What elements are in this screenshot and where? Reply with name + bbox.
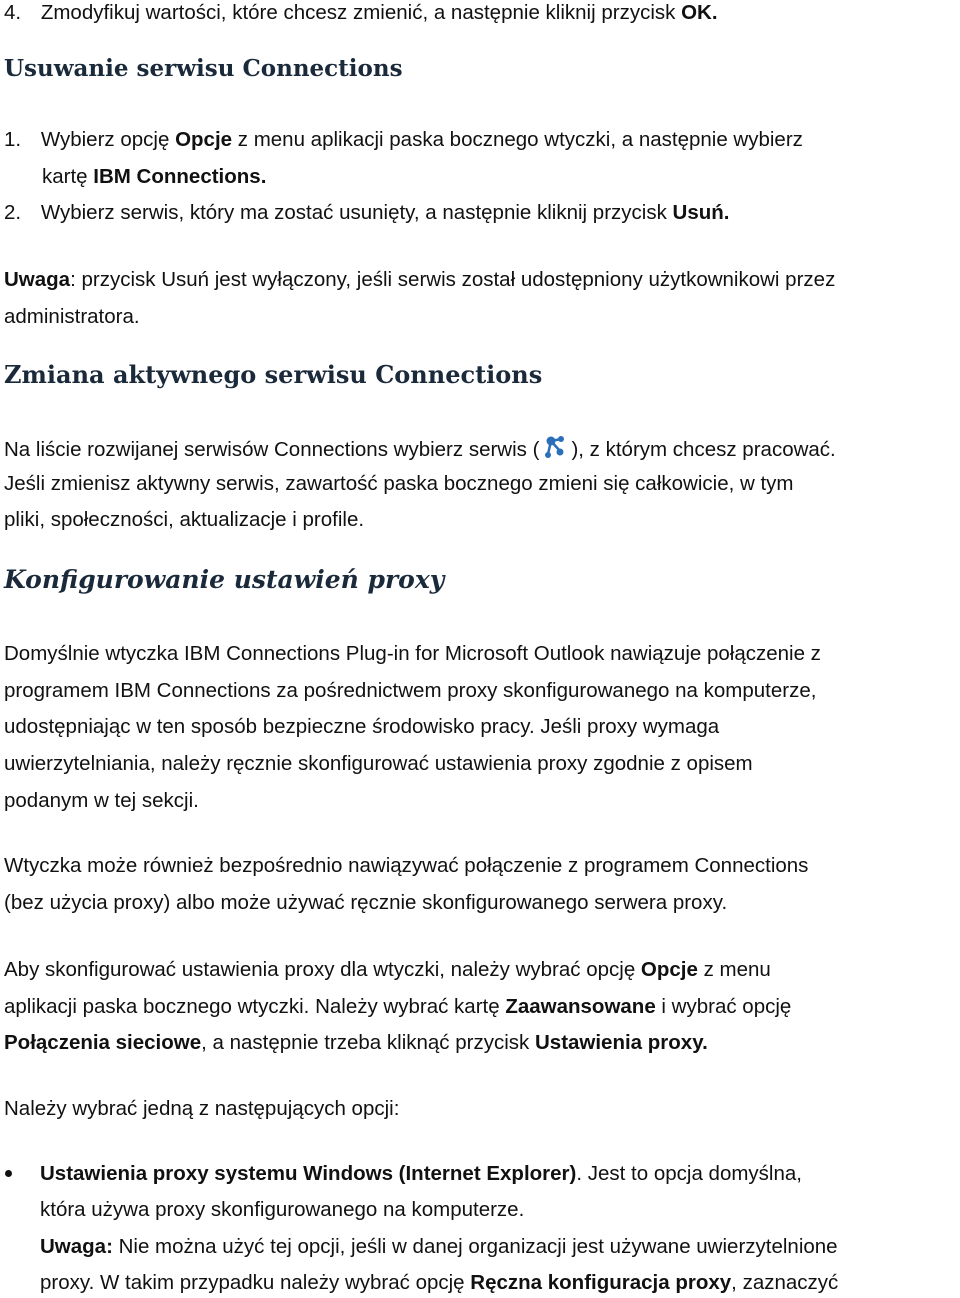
remove-step-1-cont <box>42 164 266 190</box>
text: Aby skonfigurować ustawienia proxy dla wtyczki, należy wybrać opcję <box>4 958 641 981</box>
text: Na liście rozwijanej serwisów Connections wybierz serwis ( <box>4 438 540 461</box>
text: Wybierz serwis, który ma zostać usunięty, a następnie kliknij przycisk <box>40 201 673 224</box>
step-number: 4. <box>4 1 22 24</box>
text: aplikacji paska bocznego wtyczki. Należy wybrać kartę <box>4 995 506 1018</box>
bold-text: Zaawansowane <box>505 995 656 1018</box>
text: , a następnie trzeba kliknąć przycisk <box>201 1031 535 1054</box>
bold-text: Ustawienia proxy. <box>534 1031 708 1054</box>
proxy-p1-line: udostępniając w ten sposób bezpieczne środowisko pracy. Jeśli proxy wymaga <box>4 715 720 738</box>
bold-text: Opcje <box>640 958 698 981</box>
text: : przycisk Usuń jest wyłączony, jeśli serwis został udostępniony użytkownikowi przez <box>70 268 836 291</box>
bold-text: Ręczna konfiguracja proxy <box>470 1271 732 1294</box>
proxy-p3-line-1 <box>4 957 771 983</box>
heading-active-service: Zmiana aktywnego serwisu Connections <box>4 360 543 389</box>
bold-text: Połączenia sieciowe <box>4 1031 202 1054</box>
text: Wybierz opcję <box>40 128 176 151</box>
bullet-line-2: która używa proxy skonfigurowanego na komputerze. <box>40 1198 525 1221</box>
text: z menu <box>697 958 771 981</box>
proxy-p3-line-3 <box>4 1030 708 1056</box>
active-para-line-1 <box>4 434 836 463</box>
proxy-p3-line-2 <box>4 994 791 1020</box>
remove-step-2 <box>4 200 730 226</box>
proxy-p2-line: Wtyczka może również bezpośrednio nawiązywać połączenie z programem Connections <box>4 854 809 877</box>
active-para-line-2: Jeśli zmienisz aktywny serwis, zawartość paska bocznego zmieni się całkowicie, w tym <box>4 472 794 495</box>
bullet-line-4 <box>40 1270 838 1296</box>
bullet-line-3 <box>40 1234 838 1260</box>
step-4 <box>4 0 718 26</box>
heading-proxy-settings: Konfigurowanie ustawień proxy <box>4 565 445 594</box>
text: kartę <box>42 165 94 188</box>
step-number: 2. <box>4 201 22 224</box>
proxy-p1-line: Domyślnie wtyczka IBM Connections Plug-in for Microsoft Outlook nawiązuje połączenie z <box>4 642 821 665</box>
remove-note <box>4 267 835 293</box>
step-text: Zmodyfikuj wartości, które chcesz zmienić, a następnie kliknij przycisk <box>40 1 682 24</box>
text: , zaznaczyć <box>731 1271 839 1294</box>
remove-step-1 <box>4 127 803 153</box>
proxy-p1-line: programem IBM Connections za pośrednictwem proxy skonfigurowanego na komputerze, <box>4 679 817 702</box>
services-network-icon <box>541 434 569 462</box>
step-bold: OK. <box>681 1 718 24</box>
bold-text: Usuń. <box>672 201 730 224</box>
heading-remove-service: Usuwanie serwisu Connections <box>4 55 403 82</box>
proxy-p2-line: (bez użycia proxy) albo może używać ręcznie skonfigurowanego serwera proxy. <box>4 891 728 914</box>
text: Nie można użyć tej opcji, jeśli w danej organizacji jest używane uwierzytelnione <box>112 1235 838 1258</box>
proxy-p1-line: podanym w tej sekcji. <box>4 789 199 812</box>
note-label: Uwaga: <box>40 1235 113 1258</box>
bold-text: Opcje <box>175 128 233 151</box>
bullet-dot <box>5 1170 12 1177</box>
bullet-line-1 <box>40 1161 802 1187</box>
proxy-p4: Należy wybrać jedną z następujących opcji: <box>4 1097 400 1120</box>
text: . Jest to opcja domyślna, <box>576 1162 802 1185</box>
text: z menu aplikacji paska bocznego wtyczki, a następnie wybierz <box>232 128 803 151</box>
note-label: Uwaga <box>4 268 71 291</box>
text: proxy. W takim przypadku należy wybrać opcję <box>40 1271 471 1294</box>
text: ), z którym chcesz pracować. <box>571 438 836 461</box>
step-number: 1. <box>4 128 22 151</box>
remove-note-cont: administratora. <box>4 305 140 328</box>
proxy-p1-line: uwierzytelniania, należy ręcznie skonfigurować ustawienia proxy zgodnie z opisem <box>4 752 753 775</box>
bold-text: Ustawienia proxy systemu Windows (Internet Explorer) <box>40 1162 577 1185</box>
text: i wybrać opcję <box>655 995 792 1018</box>
bold-text: IBM Connections. <box>93 165 267 188</box>
active-para-line-3: pliki, społeczności, aktualizacje i profile. <box>4 508 365 531</box>
